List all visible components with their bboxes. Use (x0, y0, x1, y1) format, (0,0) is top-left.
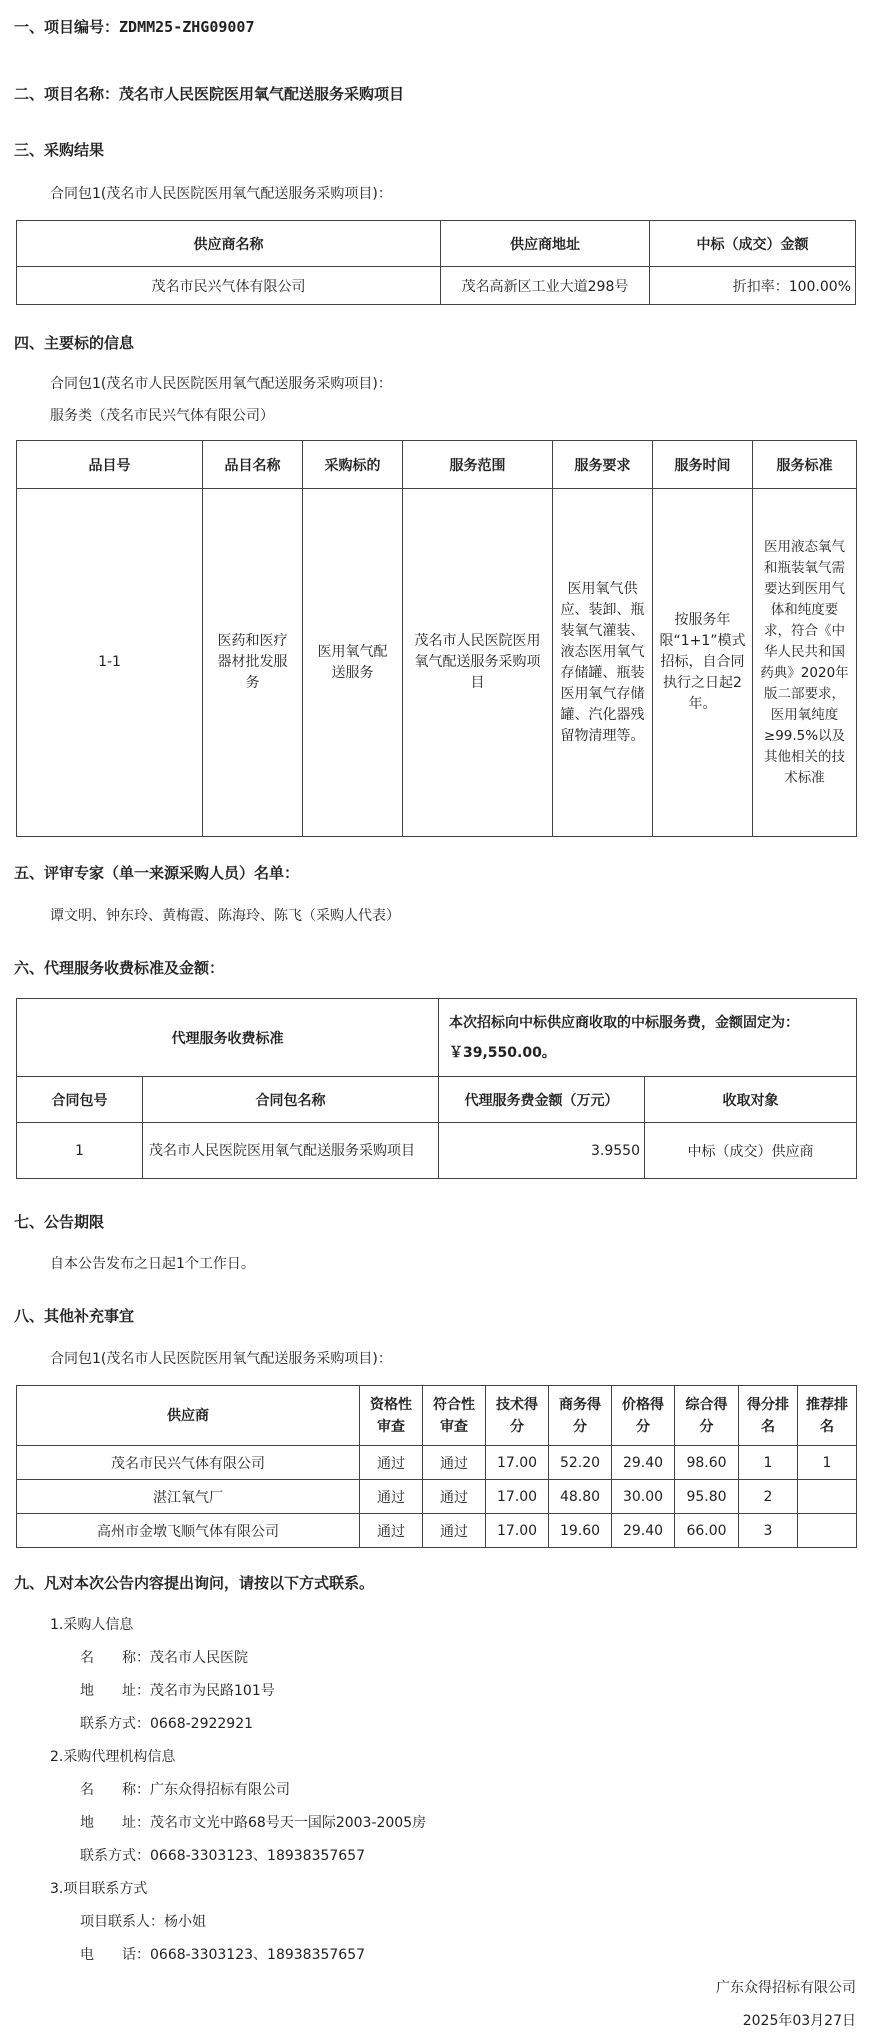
th-target: 采购标的 (303, 441, 403, 489)
section-9-title: 九、凡对本次公告内容提出询问，请按以下方式联系。 (14, 1574, 375, 1592)
cell-compliance: 通过 (423, 1480, 486, 1514)
s4-category: 服务类（茂名市民兴气体有限公司） (50, 408, 274, 424)
agency-address: 地 址：茂名市文光中路68号天一国际2003-2005房 (80, 1815, 427, 1831)
section-4-title: 四、主要标的信息 (14, 334, 135, 352)
cell-supplier: 高州市金墩飞顺气体有限公司 (17, 1514, 360, 1548)
project-name: 茂名市人民医院医用氧气配送服务采购项目 (119, 85, 405, 103)
cell-collect-target: 中标（成交）供应商 (645, 1123, 857, 1179)
th-time: 服务时间 (653, 441, 753, 489)
table-row (17, 1514, 857, 1548)
cell-qualification: 通过 (360, 1514, 423, 1548)
notice-period: 自本公告发布之日起1个工作日。 (50, 1256, 255, 1272)
cell-supplier: 茂名市民兴气体有限公司 (17, 1446, 360, 1480)
cell-supplier: 茂名市民兴气体有限公司 (17, 267, 441, 305)
cell-tech-score: 17.00 (486, 1480, 549, 1514)
cell-compliance: 通过 (423, 1514, 486, 1548)
subject-table (16, 440, 857, 837)
s3-package: 合同包1(茂名市人民医院医用氧气配送服务采购项目)： (50, 186, 392, 202)
cell-item-no: 1-1 (17, 489, 203, 837)
section-5-title: 五、评审专家（单一来源采购人员）名单： (14, 864, 300, 882)
cell-score-rank: 3 (739, 1514, 798, 1548)
project-contact-phone: 电 话：0668-3303123、18938357657 (80, 1947, 366, 1963)
fee-standard-label: 代理服务收费标准 (17, 999, 439, 1077)
cell-tech-score: 17.00 (486, 1514, 549, 1548)
agency-name: 名 称：广东众得招标有限公司 (80, 1782, 290, 1798)
cell-compliance: 通过 (423, 1446, 486, 1480)
s8-package: 合同包1(茂名市人民医院医用氧气配送服务采购项目)： (50, 1351, 392, 1367)
section-6-title: 六、代理服务收费标准及金额： (14, 959, 225, 977)
cell-package-no: 1 (17, 1123, 143, 1179)
th-scope: 服务范围 (403, 441, 553, 489)
project-code: ZDMM25-ZHG09007 (119, 18, 255, 36)
cell-recommend-rank: 1 (798, 1446, 857, 1480)
th-tech-score: 技术得分 (486, 1386, 549, 1446)
cell-price-score: 29.40 (612, 1446, 675, 1480)
th-item-no: 品目号 (17, 441, 203, 489)
table-row (17, 1480, 857, 1514)
th-amount: 中标（成交）金额 (650, 221, 856, 267)
cell-requirement: 医用氧气供应、装卸、瓶装氧气灌装、液态医用氧气存储罐、瓶装医用氧气存储罐、汽化器残留物清理等。 (553, 489, 653, 837)
project-name-line: 二、项目名称：茂名市人民医院医用氧气配送服务采购项目 (14, 85, 405, 103)
s4-package: 合同包1(茂名市人民医院医用氧气配送服务采购项目)： (50, 376, 392, 392)
cell-qualification: 通过 (360, 1480, 423, 1514)
cell-price-score: 30.00 (612, 1480, 675, 1514)
purchaser-phone: 联系方式：0668-2922921 (80, 1716, 254, 1732)
agency-phone: 联系方式：0668-3303123、18938357657 (80, 1848, 366, 1864)
project-contact-person: 项目联系人：杨小姐 (80, 1914, 206, 1930)
purchaser-name: 名 称：茂名市人民医院 (80, 1650, 248, 1666)
cell-fee-amount: 3.9550 (439, 1123, 645, 1179)
cell-standard: 医用液态氧气和瓶装氧气需要达到医用气体和纯度要求，符合《中华人民共和国药典》2020年版二部要求，医用氧纯度≥99.5%以及其他相关的技术标准 (753, 489, 857, 837)
cell-recommend-rank (798, 1514, 857, 1548)
cell-total-score: 98.60 (675, 1446, 739, 1480)
purchaser-address: 地 址：茂名市为民路101号 (80, 1683, 275, 1699)
th-standard: 服务标准 (753, 441, 857, 489)
cell-item-name: 医药和医疗器材批发服务 (203, 489, 303, 837)
th-score-rank: 得分排名 (739, 1386, 798, 1446)
table-row (17, 489, 857, 837)
th-supplier: 供应商 (17, 1386, 360, 1446)
cell-total-score: 66.00 (675, 1514, 739, 1548)
section-8-title: 八、其他补充事宜 (14, 1307, 135, 1325)
cell-business-score: 48.80 (549, 1480, 612, 1514)
project-code-line: 一、项目编号：ZDMM25-ZHG09007 (14, 18, 255, 36)
cell-score-rank: 2 (739, 1480, 798, 1514)
th-price-score: 价格得分 (612, 1386, 675, 1446)
cell-supplier: 湛江氧气厂 (17, 1480, 360, 1514)
cell-business-score: 52.20 (549, 1446, 612, 1480)
score-table (16, 1385, 857, 1548)
purchaser-info-title: 1.采购人信息 (50, 1617, 134, 1633)
fee-standard-text: 本次招标向中标供应商收取的中标服务费，金额固定为：￥39,550.00。 (439, 999, 857, 1077)
th-compliance: 符合性审查 (423, 1386, 486, 1446)
th-total-score: 综合得分 (675, 1386, 739, 1446)
cell-price-score: 29.40 (612, 1514, 675, 1548)
cell-total-score: 95.80 (675, 1480, 739, 1514)
fee-table (16, 998, 857, 1179)
th-address: 供应商地址 (441, 221, 650, 267)
th-business-score: 商务得分 (549, 1386, 612, 1446)
result-table (16, 220, 856, 305)
th-fee-amount: 代理服务费金额（万元） (439, 1077, 645, 1123)
cell-target: 医用氧气配送服务 (303, 489, 403, 837)
project-contact-title: 3.项目联系方式 (50, 1881, 148, 1897)
table-row (17, 1123, 857, 1179)
th-supplier: 供应商名称 (17, 221, 441, 267)
cell-package-name: 茂名市人民医院医用氧气配送服务采购项目 (143, 1123, 439, 1179)
th-package-name: 合同包名称 (143, 1077, 439, 1123)
th-requirement: 服务要求 (553, 441, 653, 489)
cell-address: 茂名高新区工业大道298号 (441, 267, 650, 305)
agency-info-title: 2.采购代理机构信息 (50, 1749, 176, 1765)
cell-time: 按服务年限“1+1”模式招标，自合同执行之日起2年。 (653, 489, 753, 837)
cell-qualification: 通过 (360, 1446, 423, 1480)
th-package-no: 合同包号 (17, 1077, 143, 1123)
section-7-title: 七、公告期限 (14, 1213, 105, 1231)
cell-recommend-rank (798, 1480, 857, 1514)
th-recommend-rank: 推荐排名 (798, 1386, 857, 1446)
table-row (17, 267, 856, 305)
cell-score-rank: 1 (739, 1446, 798, 1480)
cell-scope: 茂名市人民医院医用氧气配送服务采购项目 (403, 489, 553, 837)
table-row (17, 1446, 857, 1480)
footer-date: 2025年03月27日 (742, 2013, 856, 2029)
expert-names: 谭文明、钟东玲、黄梅霞、陈海玲、陈飞（采购人代表） (50, 908, 400, 924)
cell-business-score: 19.60 (549, 1514, 612, 1548)
section-3-title: 三、采购结果 (14, 141, 105, 159)
th-item-name: 品目名称 (203, 441, 303, 489)
footer-org: 广东众得招标有限公司 (716, 1980, 856, 1996)
cell-tech-score: 17.00 (486, 1446, 549, 1480)
th-qualification: 资格性审查 (360, 1386, 423, 1446)
th-collect-target: 收取对象 (645, 1077, 857, 1123)
cell-amount: 折扣率：100.00% (650, 267, 856, 305)
